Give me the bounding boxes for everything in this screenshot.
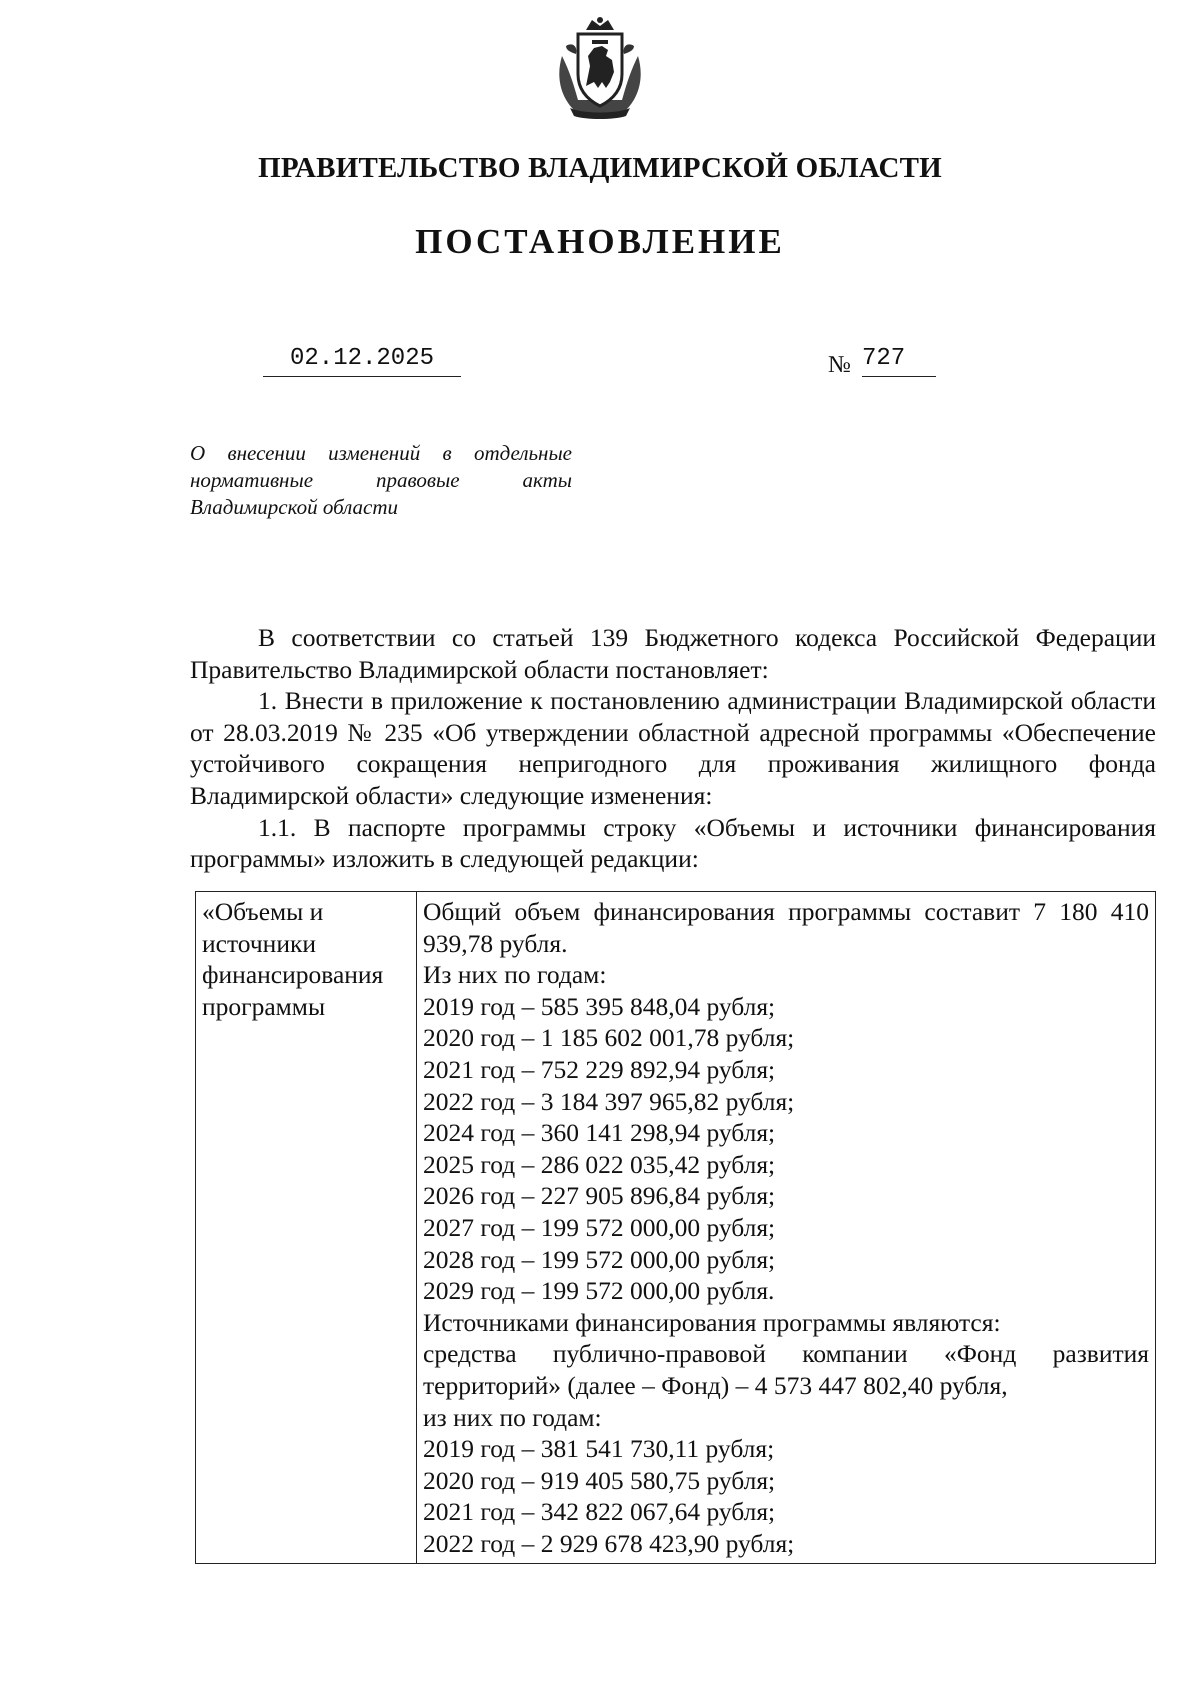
fund-line: территорий» (далее – Фонд) – 4 573 447 802,40 рубля, <box>423 1370 1008 1400</box>
year-total-line: 2021 год – 752 229 892,94 рубля; <box>423 1054 776 1084</box>
table-row <box>196 892 1156 1564</box>
paragraph-item-1-1: 1.1. В паспорте программы строку «Объемы и источники финансирования программы» изложить в следующей редакции: <box>190 812 1156 874</box>
year-fund-line: 2020 год – 919 405 580,75 рубля; <box>423 1465 776 1495</box>
year-fund-line: 2021 год – 342 822 067,64 рубля; <box>423 1497 776 1527</box>
year-total-line: 2024 год – 360 141 298,94 рубля; <box>423 1118 776 1148</box>
year-total-line: 2027 год – 199 572 000,00 рубля; <box>423 1212 776 1242</box>
sources-heading: Источниками финансирования программы являются: <box>423 1307 1001 1337</box>
year-total-line: 2019 год – 585 395 848,04 рубля; <box>423 991 776 1021</box>
year-total-line: 2028 год – 199 572 000,00 рубля; <box>423 1244 776 1274</box>
document-number: 727 <box>862 345 936 377</box>
row-label-line: источники <box>202 928 317 958</box>
year-total-line: 2026 год – 227 905 896,84 рубля; <box>423 1181 776 1211</box>
coat-of-arms-icon <box>552 16 648 120</box>
year-fund-line: 2019 год – 381 541 730,11 рубля; <box>423 1434 775 1464</box>
document-type: ПОСТАНОВЛЕНИЕ <box>415 222 785 261</box>
year-total-line: 2022 год – 3 184 397 965,82 рубля; <box>423 1086 795 1116</box>
row-value-cell <box>417 892 1156 1564</box>
year-fund-line: 2022 год – 2 929 678 423,90 рубля; <box>423 1528 795 1558</box>
total-financing: Общий объем финансирования программы составит 7 180 410 939,78 рубля. <box>423 897 1149 958</box>
document-date: 02.12.2025 <box>263 345 461 377</box>
year-total-line: 2025 год – 286 022 035,42 рубля; <box>423 1149 776 1179</box>
subject-line: нормативные правовые акты <box>190 468 572 492</box>
row-label-line: «Объемы и <box>202 897 324 926</box>
fund-by-years-heading: из них по годам: <box>423 1402 602 1432</box>
fund-line: средства публично-правовой компании «Фонд развития <box>423 1339 1149 1369</box>
document-body <box>190 622 1156 875</box>
row-label-cell <box>196 892 417 1564</box>
row-label-line: финансирования <box>202 960 384 990</box>
subject-line: Владимирской области <box>190 495 399 519</box>
by-years-heading: Из них по годам: <box>423 960 607 990</box>
year-total-line: 2020 год – 1 185 602 001,78 рубля; <box>423 1023 795 1053</box>
government-title: ПРАВИТЕЛЬСТВО ВЛАДИМИРСКОЙ ОБЛАСТИ <box>258 152 942 184</box>
paragraph-item-1: 1. Внести в приложение к постановлению администрации Владимирской области от 28.03.2019 № 235 «Об утверждении областной адресной программы «Обеспечение устойчивого сокращения непригодного для проживания жилищного фонда Владимирской области» следующие изменения: <box>190 686 1156 810</box>
paragraph-legal-basis: В соответствии со статьей 139 Бюджетного кодекса Российской Федерации Правительство Владимирской области постановляет: <box>190 623 1156 684</box>
row-label-line: программы <box>202 991 326 1021</box>
year-total-line: 2029 год – 199 572 000,00 рубля. <box>423 1276 775 1306</box>
number-sign: № <box>828 352 851 378</box>
subject-line: О внесении изменений в отдельные <box>190 441 572 465</box>
financing-table <box>195 891 1156 1564</box>
document-subject <box>190 440 572 521</box>
